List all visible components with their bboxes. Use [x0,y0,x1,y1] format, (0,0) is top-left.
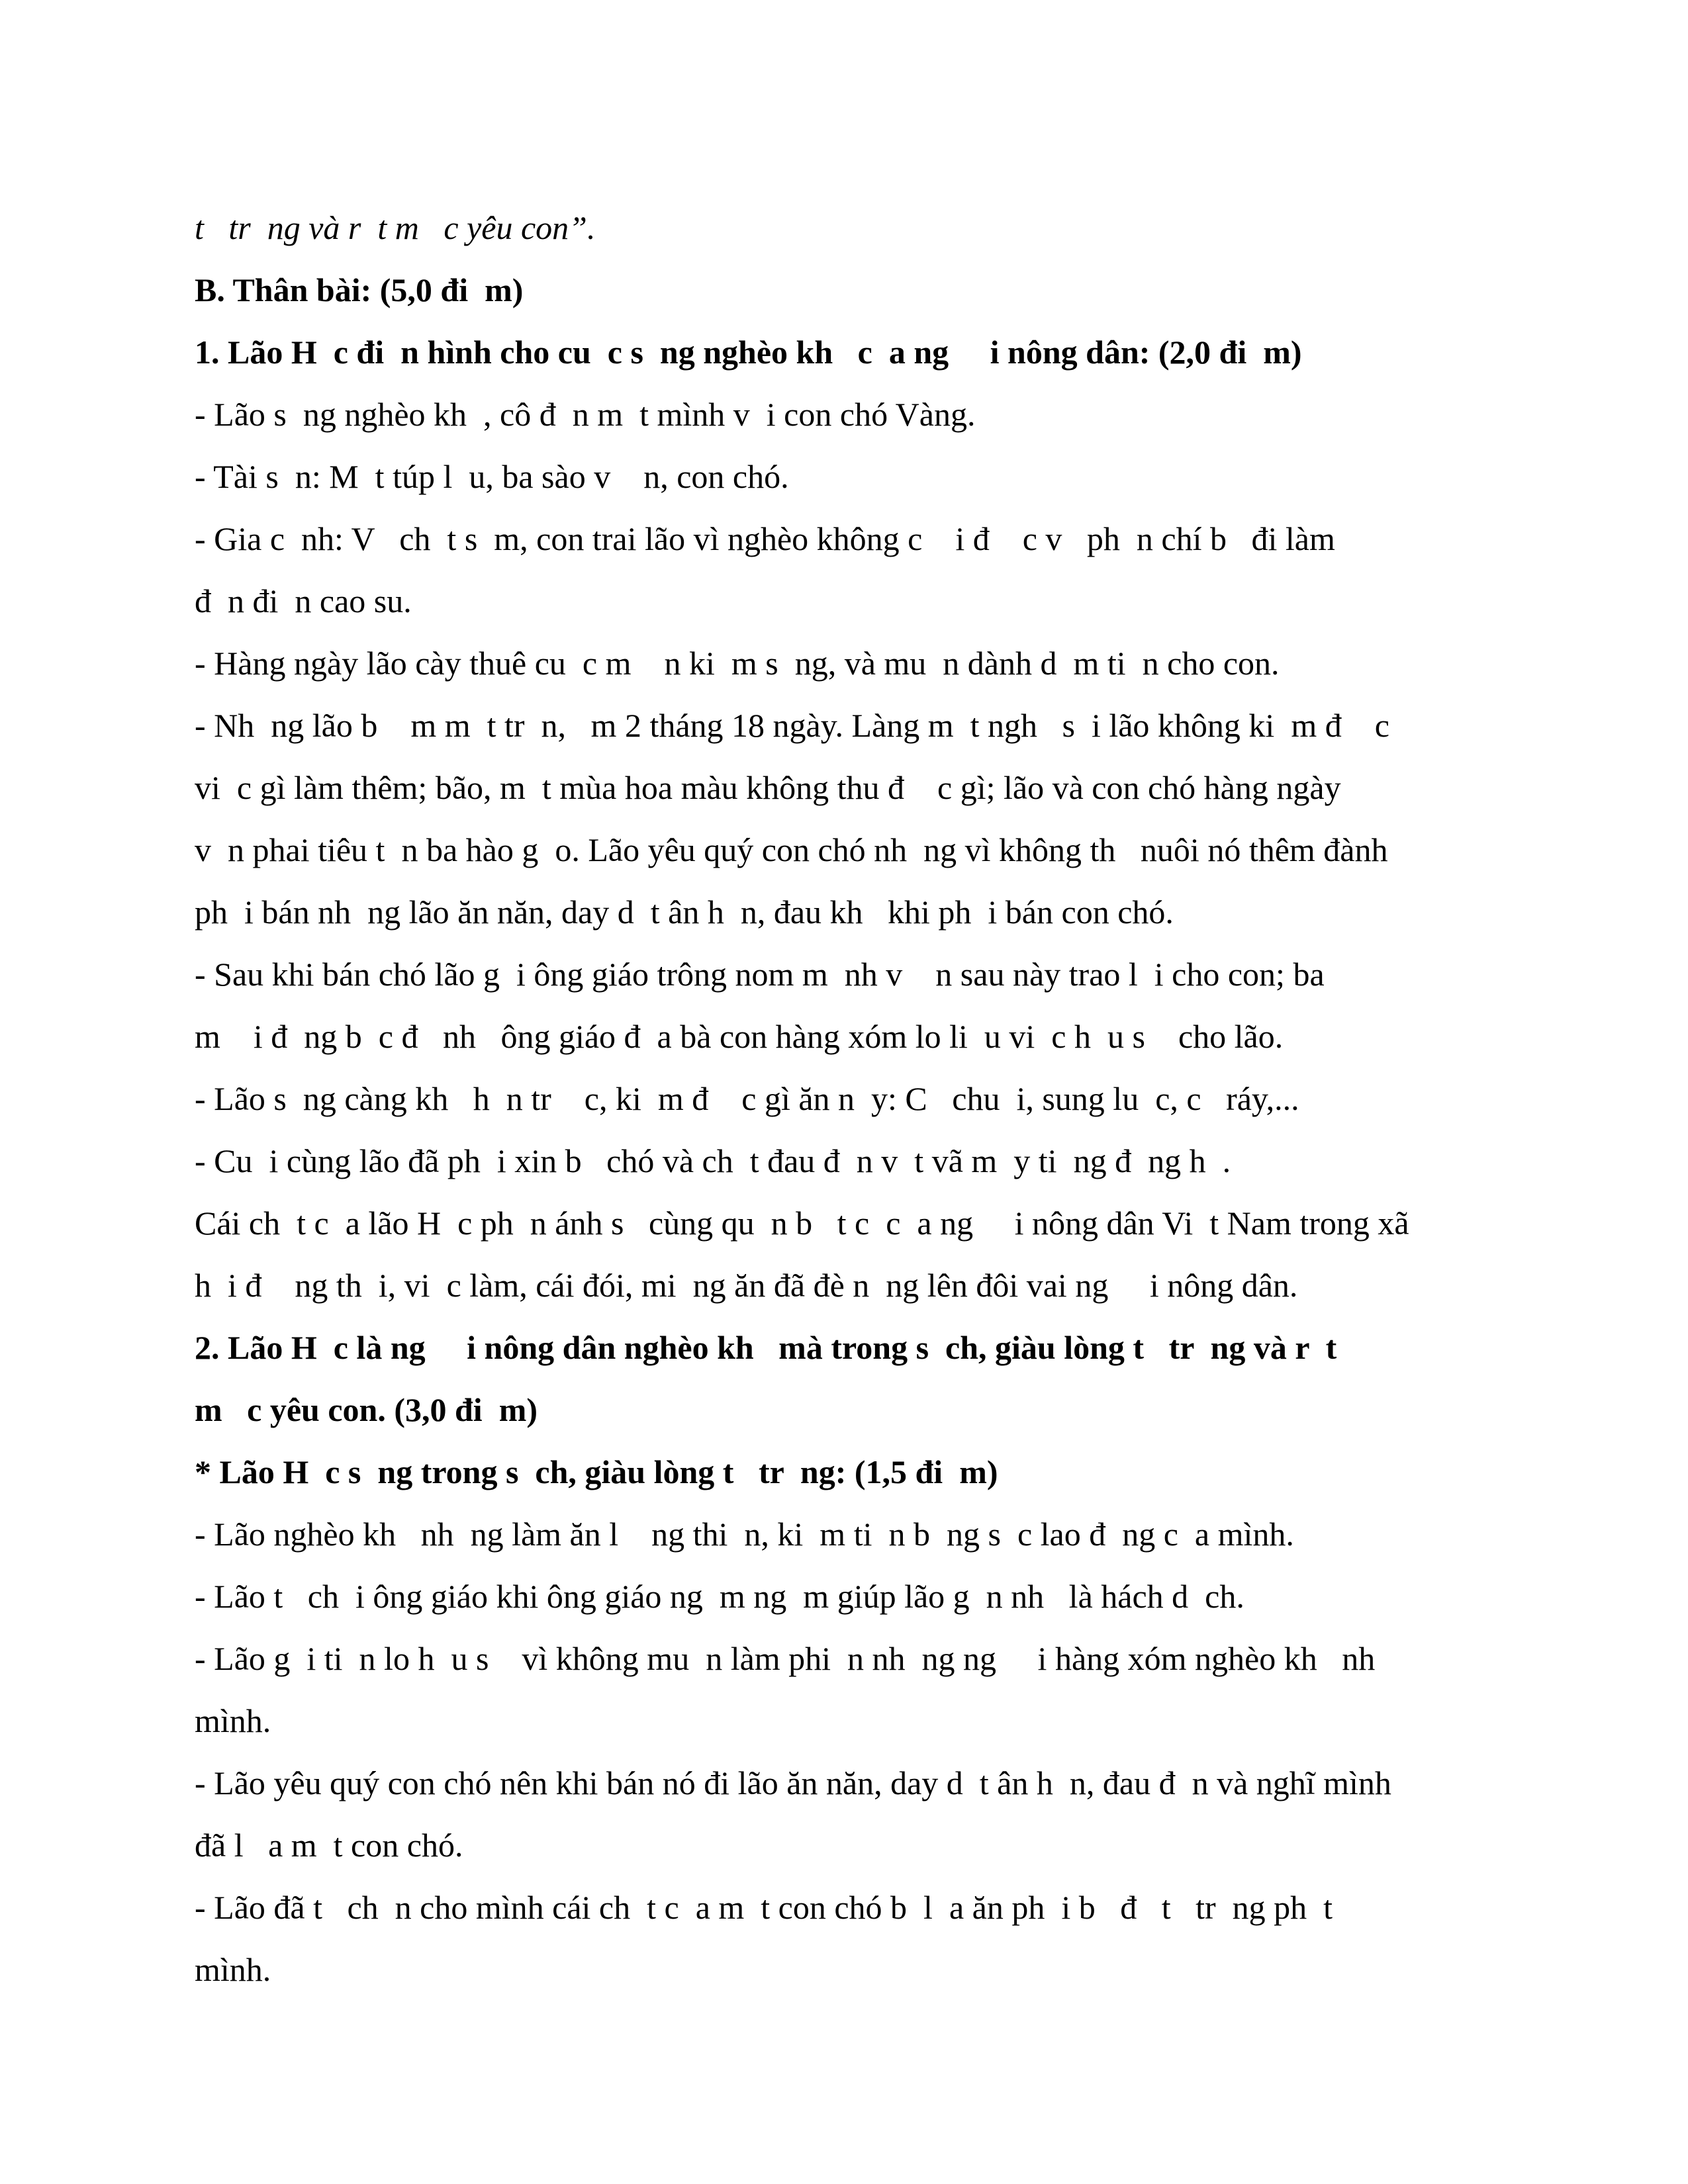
paragraph-line: - Lão đã t ch n cho mình cái ch t c a m t con chó b l a ăn ph i b đ t tr ng ph t [195,1889,1333,1926]
paragraph-line: - Lão g i ti n lo h u s vì không mu n làm phi n nh ng ng i hàng xóm nghèo kh nh [195,1640,1376,1677]
paragraph-line: m i đ ng b c đ nh ông giáo đ a bà con hàng xóm lo li u vi c h u s cho lão. [195,1018,1284,1055]
paragraph-line: h i đ ng th i, vi c làm, cái đói, mi ng ăn đã đè n ng lên đôi vai ng i nông dân. [195,1267,1298,1304]
paragraph-line: - Nh ng lão b m m t tr n, m 2 tháng 18 ngày. Làng m t ngh s i lão không ki m đ c [195,707,1389,744]
paragraph-line: ph i bán nh ng lão ăn năn, day d t ân h n, đau kh khi ph i bán con chó. [195,893,1174,931]
paragraph-line: - Cu i cùng lão đã ph i xin b chó và ch t đau đ n v t vã m y ti ng đ ng h . [195,1142,1231,1179]
paragraph-line: mình. [195,1951,271,1988]
paragraph-line: - Sau khi bán chó lão g i ông giáo trông nom m nh v n sau này trao l i cho con; ba [195,956,1325,993]
paragraph-line: vi c gì làm thêm; bão, m t mùa hoa màu không thu đ c gì; lão và con chó hàng ngày [195,769,1341,806]
paragraph-line: - Lão t ch i ông giáo khi ông giáo ng m ng m giúp lão g n nh là hách d ch. [195,1578,1244,1615]
paragraph-line: - Lão s ng nghèo kh , cô đ n m t mình v i con chó Vàng. [195,396,976,433]
subheading-2-cont: m c yêu con. (3,0 đi m) [195,1391,538,1428]
paragraph-line: mình. [195,1702,271,1739]
paragraph-line: - Hàng ngày lão cày thuê cu c m n ki m s ng, và mu n dành d m ti n cho con. [195,645,1280,682]
paragraph-line: - Gia c nh: V ch t s m, con trai lão vì nghèo không c i đ c v ph n chí b đi làm [195,520,1335,557]
paragraph-line: đ n đi n cao su. [195,582,412,619]
paragraph-line: - Lão nghèo kh nh ng làm ăn l ng thi n, ki m ti n b ng s c lao đ ng c a mình. [195,1516,1294,1553]
section-heading-body: B. Thân bài: (5,0 đi m) [195,271,524,308]
paragraph-line: Cái ch t c a lão H c ph n ánh s cùng qu n b t c c a ng i nông dân Vi t Nam trong xã [195,1205,1409,1242]
intro-closing-line: t tr ng và r t m c yêu con”. [195,209,596,246]
paragraph-line: - Tài s n: M t túp l u, ba sào v n, con chó. [195,458,789,495]
subheading-1: 1. Lão H c đi n hình cho cu c s ng nghèo kh c a ng i nông dân: (2,0 đi m) [195,334,1302,371]
paragraph-line: v n phai tiêu t n ba hào g o. Lão yêu quý con chó nh ng vì không th nuôi nó thêm đành [195,831,1388,868]
subheading-2a: * Lão H c s ng trong s ch, giàu lòng t tr ng: (1,5 đi m) [195,1453,998,1490]
subheading-2: 2. Lão H c là ng i nông dân nghèo kh mà trong s ch, giàu lòng t tr ng và r t [195,1329,1337,1366]
paragraph-line: đã l a m t con chó. [195,1827,463,1864]
paragraph-line: - Lão yêu quý con chó nên khi bán nó đi lão ăn năn, day d t ân h n, đau đ n và nghĩ mình [195,1764,1391,1801]
paragraph-line: - Lão s ng càng kh h n tr c, ki m đ c gì ăn n y: C chu i, sung lu c, c ráy,... [195,1080,1299,1117]
